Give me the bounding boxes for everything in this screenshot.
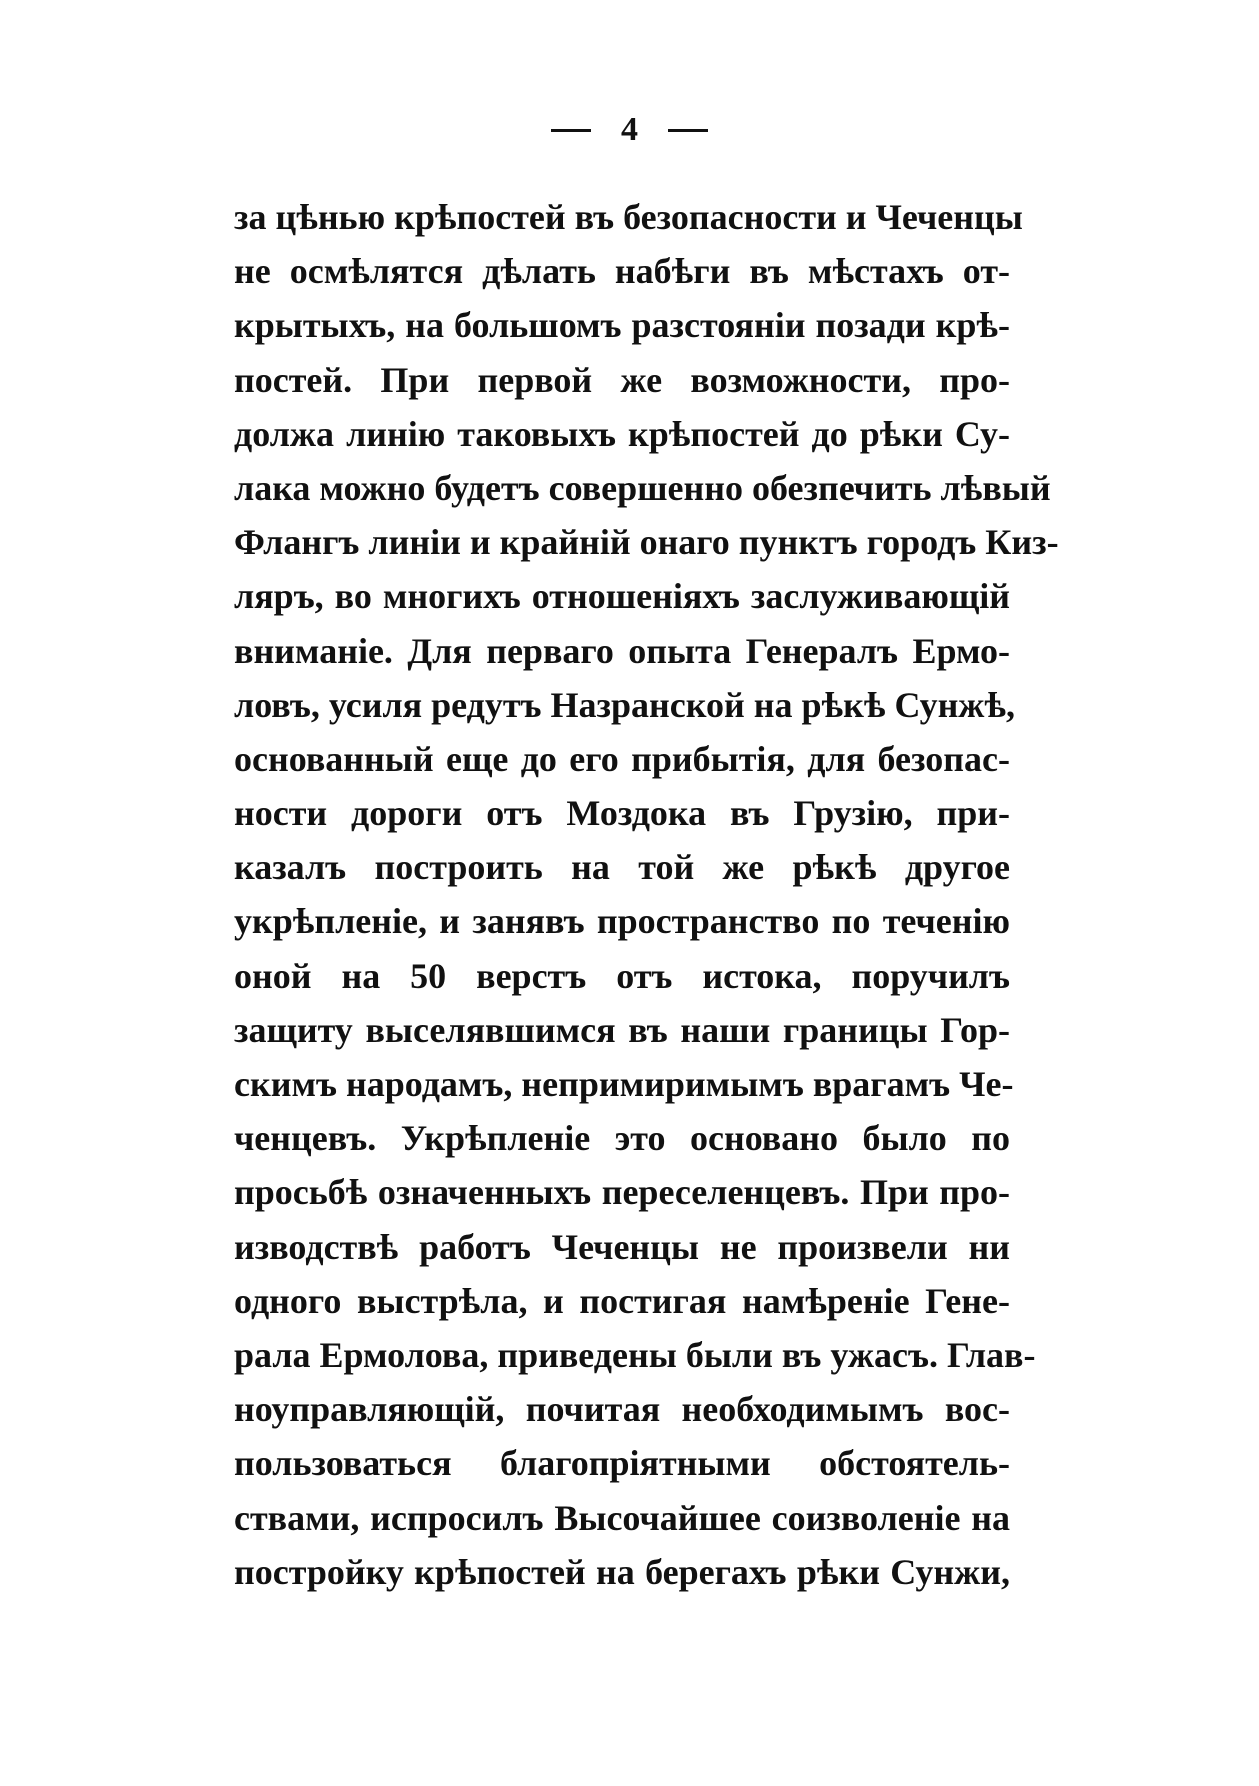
text-line: лака можно будетъ совершенно обезпечить лѣвый [234,467,1051,508]
right-dash [668,129,708,132]
text-line: ности дороги отъ Моздока въ Грузію, при- [234,793,1010,834]
text-line: Флангъ линіи и крайній онаго пунктъ городъ Киз- [234,522,1059,563]
text-line: ствами, испросилъ Высочайшее соизволеніе на [234,1497,1010,1538]
text-line: скимъ народамъ, непримиримымъ врагамъ Че- [234,1064,1014,1104]
page-header [0,108,1259,150]
body-text [234,190,1059,1599]
text-line: казалъ построить на той же рѣкѣ другое [234,847,1010,888]
text-line: укрѣпленіе, и занявъ пространство по теченію [234,901,1010,942]
text-line: ноуправляющій, почитая необходимымъ вос- [234,1389,1010,1430]
text-line: не осмѣлятся дѣлать набѣги въ мѣстахъ от- [234,251,1010,292]
text-line: ляръ, во многихъ отношеніяхъ заслуживающій [234,576,1010,617]
text-line: пользоваться благопріятными обстоятель- [234,1443,1010,1484]
text-line: ловъ, усиля редутъ Назранской на рѣкѣ Сунжѣ, [234,684,1016,725]
text-line: крытыхъ, на большомъ разстояніи позади крѣ- [234,305,1010,346]
text-line: просьбѣ означенныхъ переселенцевъ. При про- [234,1172,1010,1213]
text-line: за цѣнью крѣпостей въ безопасности и Чеченцы [234,197,1023,237]
text-line: постей. При первой же возможности, про- [234,359,1010,400]
text-line: вниманіе. Для перваго опыта Генералъ Ермо- [234,630,1010,671]
text-line: защиту выселявшимся въ наши границы Гор- [234,1009,1010,1050]
text-line: постройку крѣпостей на берегахъ рѣки Сунжи, [234,1551,1010,1592]
text-line: изводствѣ работъ Чеченцы не произвели ни [234,1226,1010,1267]
text-line: оной на 50 верстъ отъ истока, поручилъ [234,955,1010,996]
text-line: одного выстрѣла, и постигая намѣреніе Гене- [234,1280,1010,1321]
text-line: ченцевъ. Укрѣпленіе это основано было по [234,1118,1010,1159]
text-line: должа линію таковыхъ крѣпостей до рѣки Су- [234,413,1010,454]
left-dash [551,129,591,132]
page-number: 4 [621,111,638,149]
text-line: рала Ермолова, приведены были въ ужасъ. Глав- [234,1334,1036,1375]
text-line: основанный еще до его прибытія, для безопас- [234,738,1010,779]
